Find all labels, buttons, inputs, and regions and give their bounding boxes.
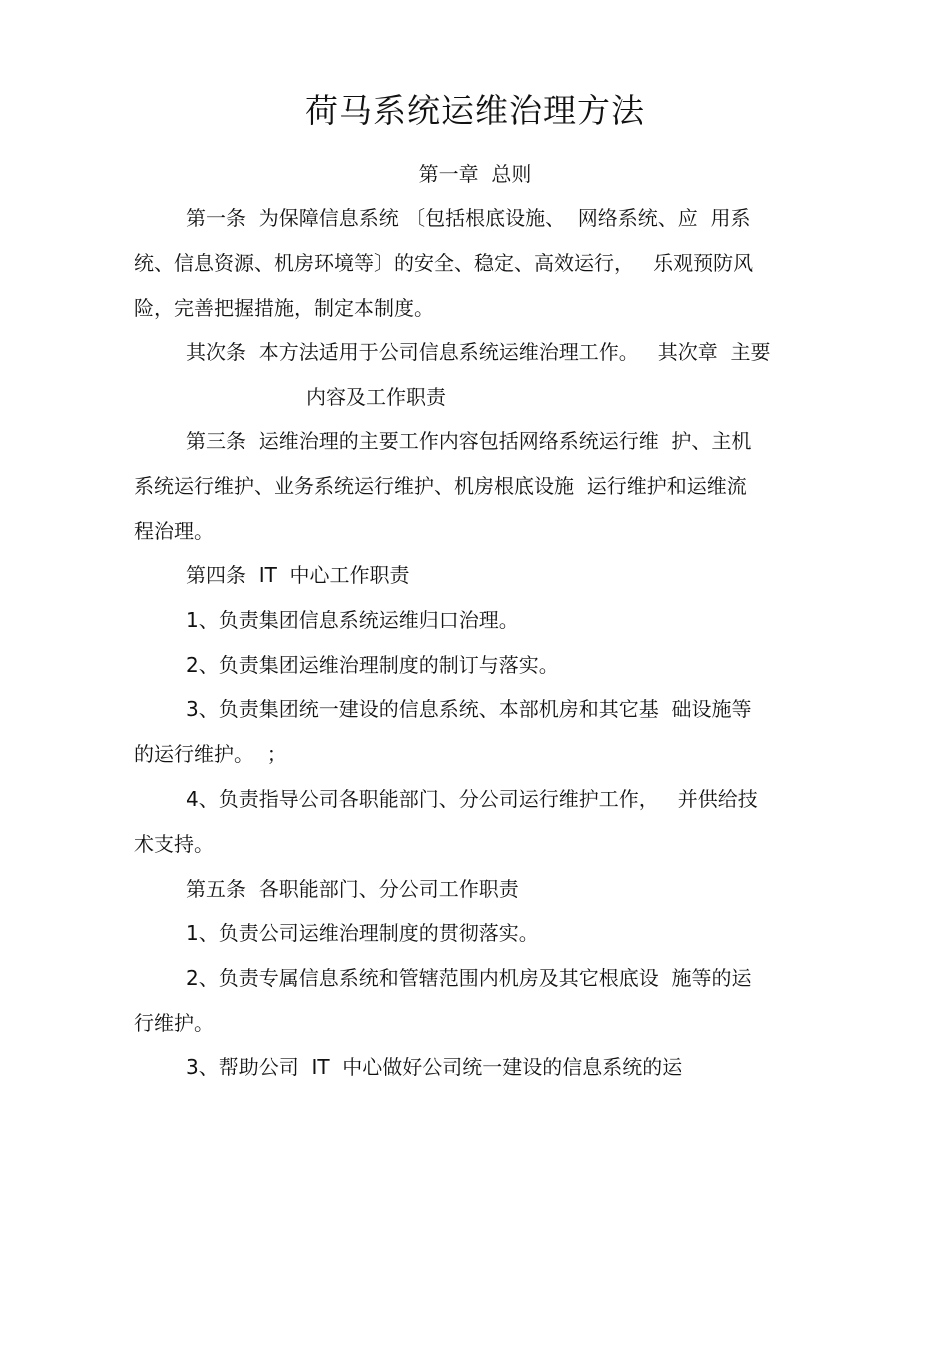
article-1-line-3: 险，完善把握措施，制定本制度。 bbox=[134, 296, 434, 320]
article-5-item-3-line-1: 3、帮助公司 IT 中心做好公司统一建设的信息系统的运 bbox=[186, 1055, 683, 1079]
article-5-item-1: 1、负责公司运维治理制度的贯彻落实。 bbox=[186, 921, 539, 945]
article-4-item-2: 2、负责集团运维治理制度的制订与落实。 bbox=[186, 653, 559, 677]
article-4-item-1: 1、负责集团信息系统运维归口治理。 bbox=[186, 608, 519, 632]
article-1-line-2: 统、信息资源、机房环境等〕的安全、稳定、高效运行， 乐观预防风 bbox=[134, 251, 754, 275]
article-4-item-4-line-2: 术支持。 bbox=[134, 832, 214, 856]
article-5-heading: 第五条 各职能部门、分公司工作职责 bbox=[186, 877, 519, 901]
article-4-heading: 第四条 IT 中心工作职责 bbox=[186, 563, 410, 587]
chapter-2-heading-continued: 内容及工作职责 bbox=[306, 385, 446, 409]
article-1-line-1: 第一条 为保障信息系统 〔包括根底设施、 网络系统、应 用系 bbox=[186, 206, 751, 230]
article-3-line-1: 第三条 运维治理的主要工作内容包括网络系统运行维 护、主机 bbox=[186, 429, 752, 453]
document-title: 荷马系统运维治理方法 bbox=[305, 91, 645, 130]
article-3-line-3: 程治理。 bbox=[134, 519, 214, 543]
article-2-line-1: 其次条 本方法适用于公司信息系统运维治理工作。 其次章 主要 bbox=[186, 340, 771, 364]
article-5-item-2-line-2: 行维护。 bbox=[134, 1011, 214, 1035]
article-4-item-3-line-1: 3、负责集团统一建设的信息系统、本部机房和其它基 础设施等 bbox=[186, 697, 752, 721]
chapter-1-heading: 第一章 总则 bbox=[418, 162, 532, 186]
article-3-line-2: 系统运行维护、业务系统运行维护、机房根底设施 运行维护和运维流 bbox=[134, 474, 747, 498]
article-4-item-4-line-1: 4、负责指导公司各职能部门、分公司运行维护工作， 并供给技 bbox=[186, 787, 758, 811]
article-4-item-3-line-2: 的运行维护。 ； bbox=[134, 742, 287, 766]
article-5-item-2-line-1: 2、负责专属信息系统和管辖范围内机房及其它根底设 施等的运 bbox=[186, 966, 752, 990]
